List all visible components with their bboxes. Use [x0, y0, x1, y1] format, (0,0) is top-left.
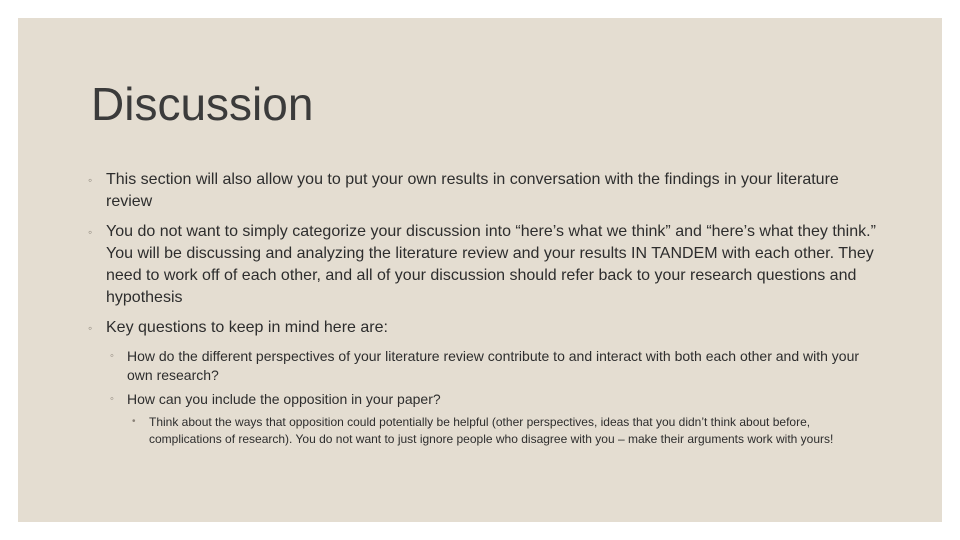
- bullet-text: This section will also allow you to put your own results in conversation with the findings in your literature review: [106, 171, 839, 210]
- bullet-text: Key questions to keep in mind here are:: [106, 319, 388, 336]
- subsub-bullet-text: Think about the ways that opposition could potentially be helpful (other perspectives, ideas that you didn’t think about before, complications of research). You do not want to just ignore people who disagree with you – make their arguments work with yours!: [149, 415, 834, 446]
- bullet-item: [88, 221, 878, 309]
- bullet-marker: ◦: [88, 321, 93, 335]
- sub-bullet-text: How can you include the opposition in your paper?: [127, 391, 441, 407]
- bullet-marker: ◦: [88, 225, 93, 239]
- slide-body: [88, 169, 878, 447]
- subsub-bullet-item: [132, 414, 878, 447]
- sub-bullet-item: [110, 390, 878, 409]
- bullet-item: [88, 169, 878, 213]
- sub-bullet-marker: ◦: [110, 393, 114, 405]
- sub-bullet-marker: ◦: [110, 350, 114, 362]
- sub-bullet-text: How do the different perspectives of your literature review contribute to and interact with both each other and with your own research?: [127, 348, 860, 383]
- slide: [18, 18, 942, 522]
- bullet-item: [88, 317, 878, 339]
- bullet-text: You do not want to simply categorize your discussion into “here’s what we think” and “here’s what they think.” You will be discussing and analyzing the literature review and your results IN TANDEM with each other. They need to work off of each other, and all of your discussion should refer back to your research questions and hypothesis: [106, 223, 876, 306]
- bullet-marker: ◦: [88, 173, 93, 187]
- subsub-bullet-marker: •: [132, 416, 136, 427]
- slide-title: Discussion: [91, 78, 314, 130]
- sub-bullet-item: [110, 347, 878, 385]
